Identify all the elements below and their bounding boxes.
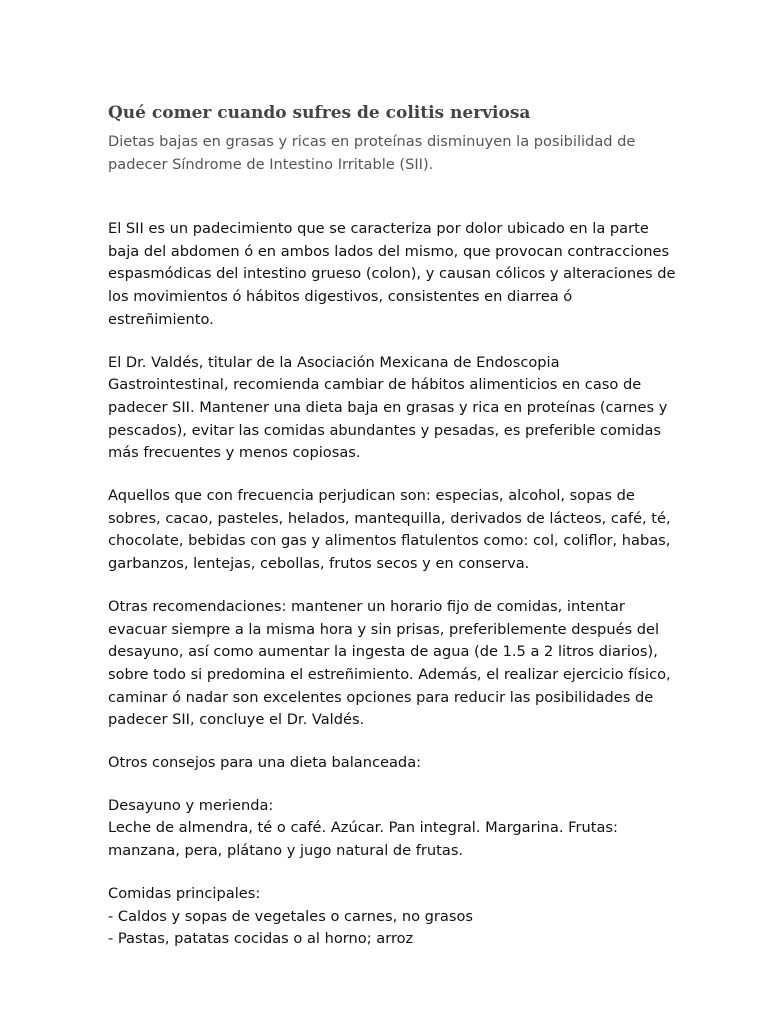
text-line: los movimientos ó hábitos digestivos, consistentes en diarrea ó (108, 288, 573, 306)
text-line: más frecuentes y menos copiosas. (108, 444, 361, 462)
text-line: baja del abdomen ó en ambos lados del mismo, que provocan contracciones (108, 242, 670, 260)
document-subtitle (108, 130, 708, 176)
subtitle-line: Dietas bajas en grasas y ricas en proteínas disminuyen la posibilidad de (108, 133, 636, 150)
text-line: - Caldos y sopas de vegetales o carnes, no grasos (108, 907, 474, 925)
text-line: caminar ó nadar son excelentes opciones para reducir las posibilidades de (108, 688, 654, 706)
paragraph-diet-tips-heading (108, 752, 708, 775)
text-line: garbanzos, lentejas, cebollas, frutos secos y en conserva. (108, 555, 530, 573)
document-body (108, 218, 708, 951)
text-line: espasmódicas del intestino grueso (colon), y causan cólicos y alteraciones de (108, 265, 676, 283)
text-line: sobres, cacao, pasteles, helados, mantequilla, derivados de lácteos, café, té, (108, 509, 671, 527)
text-line: desayuno, así como aumentar la ingesta de agua (de 1.5 a 2 litros diarios), (108, 643, 658, 661)
text-line: Comidas principales: (108, 884, 261, 902)
text-line: evacuar siempre a la misma hora y sin prisas, preferiblemente después del (108, 620, 660, 638)
document-title: Qué comer cuando sufres de colitis nerviosa (108, 103, 531, 123)
text-line: Otras recomendaciones: mantener un horario fijo de comidas, intentar (108, 597, 625, 615)
paragraph-main-meals (108, 883, 708, 951)
text-line: padecer SII. Mantener una dieta baja en grasas y rica en proteínas (carnes y (108, 398, 668, 416)
text-line: estreñimiento. (108, 310, 214, 328)
text-line: pescados), evitar las comidas abundantes y pesadas, es preferible comidas (108, 421, 662, 439)
text-line: El SII es un padecimiento que se caracteriza por dolor ubicado en la parte (108, 220, 649, 237)
paragraph-doctor-recommendation (108, 352, 708, 466)
text-line: - Pastas, patatas cocidas o al horno; arroz (108, 930, 414, 948)
paragraph-harmful-foods (108, 485, 708, 576)
document-page (108, 100, 708, 951)
text-line: chocolate, bebidas con gas y alimentos flatulentos como: col, coliflor, habas, (108, 532, 671, 550)
text-line: padecer SII, concluye el Dr. Valdés. (108, 711, 365, 729)
text-line: manzana, pera, plátano y jugo natural de frutas. (108, 842, 464, 860)
text-line: Gastrointestinal, recomienda cambiar de hábitos alimenticios en caso de (108, 376, 642, 394)
subtitle-line: padecer Síndrome de Intestino Irritable (SII). (108, 156, 434, 173)
paragraph-sii-definition (108, 218, 708, 332)
paragraph-other-recommendations (108, 596, 708, 732)
text-line: Otros consejos para una dieta balanceada: (108, 754, 422, 772)
paragraph-breakfast (108, 795, 708, 863)
text-line: Leche de almendra, té o café. Azúcar. Pan integral. Margarina. Frutas: (108, 819, 618, 837)
text-line: Aquellos que con frecuencia perjudican son: especias, alcohol, sopas de (108, 487, 635, 505)
text-line: El Dr. Valdés, titular de la Asociación Mexicana de Endoscopia (108, 353, 560, 371)
text-line: sobre todo si predomina el estreñimiento. Además, el realizar ejercicio físico, (108, 665, 671, 683)
text-line: Desayuno y merienda: (108, 796, 274, 814)
